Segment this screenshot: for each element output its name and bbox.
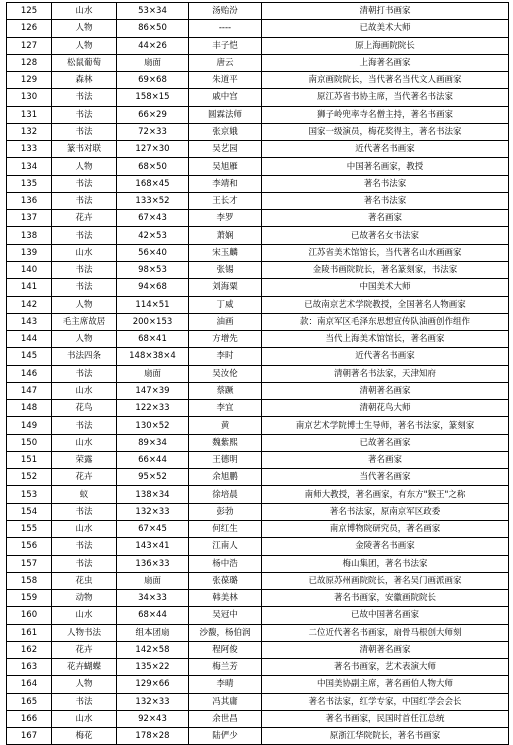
artist-cell: 沙馥，杨伯润 [189,624,262,641]
artist-cell: 戚中宫 [189,89,262,106]
lot-number-cell: 149 [7,417,52,434]
category-cell: 梅花 [52,728,117,745]
dimensions-cell: 94×68 [117,279,189,296]
description-cell: 著名书法家，红学专家，中国红学会会长 [262,693,509,710]
description-cell: 款：南京军区毛泽东思想宣传队油画创作组作 [262,313,509,330]
description-cell: 已故著名女书法家 [262,227,509,244]
dimensions-cell: 147×39 [117,382,189,399]
artist-cell: 冯其庸 [189,693,262,710]
lot-number-cell: 164 [7,676,52,693]
dimensions-cell: 扇面 [117,365,189,382]
category-cell: 花卉蝴蝶 [52,659,117,676]
dimensions-cell: 98×53 [117,261,189,278]
description-cell: 著名书画家，艺术表演大师 [262,659,509,676]
dimensions-cell: 142×58 [117,641,189,658]
description-cell: 原上海画院院长 [262,37,509,54]
table-row [7,400,509,417]
description-cell: 南京艺术学院博士生导师，著名书法家，篆刻家 [262,417,509,434]
artist-cell: 蔡蹶 [189,382,262,399]
category-cell: 书法 [52,261,117,278]
dimensions-cell: 67×45 [117,520,189,537]
description-cell: 南京博物院研究员，著名画家 [262,520,509,537]
category-cell: 篆书对联 [52,141,117,158]
dimensions-cell: 143×41 [117,538,189,555]
artist-cell: 吴艺园 [189,141,262,158]
artist-cell: 杨中浩 [189,555,262,572]
table-row [7,624,509,641]
dimensions-cell: 67×43 [117,210,189,227]
dimensions-cell: 132×33 [117,503,189,520]
table-row [7,417,509,434]
artist-cell: 张京娥 [189,123,262,140]
artist-cell: ---- [189,20,262,37]
description-cell: 已故南京艺术学院教授，全国著名人物画家 [262,296,509,313]
description-cell: 近代著名书画家 [262,348,509,365]
dimensions-cell: 114×51 [117,296,189,313]
category-cell: 山水 [52,434,117,451]
table-row [7,451,509,468]
category-cell: 书法 [52,538,117,555]
lot-number-cell: 128 [7,54,52,71]
table-row [7,192,509,209]
category-cell: 花鸟 [52,400,117,417]
dimensions-cell: 53×34 [117,3,189,20]
category-cell: 人物 [52,37,117,54]
category-cell: 书法 [52,279,117,296]
artist-cell: 方增先 [189,331,262,348]
description-cell: 当代上海美术馆馆长，著名画家 [262,331,509,348]
lot-number-cell: 131 [7,106,52,123]
dimensions-cell: 68×50 [117,158,189,175]
lot-number-cell: 136 [7,192,52,209]
category-cell: 人物 [52,676,117,693]
description-cell: 已故著名画家 [262,434,509,451]
description-cell: 清朝打书画家 [262,3,509,20]
description-cell: 清朝著名画家 [262,641,509,658]
description-cell: 当代著名画家 [262,469,509,486]
description-cell: 近代著名书画家 [262,141,509,158]
artist-cell: 朱道平 [189,72,262,89]
table-row [7,89,509,106]
lot-number-cell: 127 [7,37,52,54]
description-cell: 中国著名画家，教授 [262,158,509,175]
description-cell: 清朝花鸟大师 [262,400,509,417]
table-row [7,365,509,382]
artist-cell: 丁威 [189,296,262,313]
artist-cell: 梅兰芳 [189,659,262,676]
category-cell: 人物 [52,20,117,37]
category-cell: 山水 [52,244,117,261]
category-cell: 人物 [52,158,117,175]
table-row [7,3,509,20]
lot-number-cell: 146 [7,365,52,382]
description-cell: 著名书画家，安徽画院院长 [262,590,509,607]
artist-cell: 江南人 [189,538,262,555]
dimensions-cell: 扇面 [117,54,189,71]
artist-cell: 李罗 [189,210,262,227]
table-row [7,728,509,745]
artist-cell: 韩美林 [189,590,262,607]
artist-cell: 丰子恺 [189,37,262,54]
lot-number-cell: 162 [7,641,52,658]
lot-number-cell: 125 [7,3,52,20]
lot-number-cell: 165 [7,693,52,710]
lot-number-cell: 130 [7,89,52,106]
lot-number-cell: 161 [7,624,52,641]
table-row [7,227,509,244]
lot-number-cell: 140 [7,261,52,278]
table-row [7,434,509,451]
description-cell: 上海著名画家 [262,54,509,71]
category-cell: 书法四条 [52,348,117,365]
dimensions-cell: 129×66 [117,676,189,693]
artist-cell: 刘海粟 [189,279,262,296]
dimensions-cell: 130×52 [117,417,189,434]
description-cell: 已故美术大师 [262,20,509,37]
category-cell: 花虫 [52,572,117,589]
dimensions-cell: 34×33 [117,590,189,607]
table-row [7,279,509,296]
table-row [7,555,509,572]
dimensions-cell: 138×34 [117,486,189,503]
lot-number-cell: 155 [7,520,52,537]
table-row [7,210,509,227]
description-cell: 已故中国著名画家 [262,607,509,624]
artist-cell: 徐培晨 [189,486,262,503]
dimensions-cell: 133×52 [117,192,189,209]
artist-cell: 李晴 [189,676,262,693]
table-row [7,659,509,676]
artist-cell: 余世昌 [189,710,262,727]
lot-number-cell: 143 [7,313,52,330]
table-row [7,158,509,175]
category-cell: 书法 [52,503,117,520]
lot-number-cell: 134 [7,158,52,175]
table-row [7,123,509,140]
artist-cell: 魏紫熙 [189,434,262,451]
dimensions-cell: 66×44 [117,451,189,468]
artist-cell: 油画 [189,313,262,330]
description-cell: 中国美术大师 [262,279,509,296]
dimensions-cell: 95×52 [117,469,189,486]
lot-number-cell: 163 [7,659,52,676]
artist-cell: 宋玉麟 [189,244,262,261]
artist-cell: 唐云 [189,54,262,71]
description-cell: 清朝著名书法家，天津知府 [262,365,509,382]
dimensions-cell: 136×33 [117,555,189,572]
table-row [7,37,509,54]
dimensions-cell: 68×44 [117,607,189,624]
category-cell: 人物 [52,331,117,348]
category-cell: 书法 [52,227,117,244]
table-row [7,382,509,399]
dimensions-cell: 44×26 [117,37,189,54]
table-row [7,641,509,658]
description-cell: 著名画家 [262,451,509,468]
table-row [7,676,509,693]
table-row [7,693,509,710]
dimensions-cell: 89×34 [117,434,189,451]
dimensions-cell: 86×50 [117,20,189,37]
category-cell: 山水 [52,3,117,20]
description-cell: 著名画家 [262,210,509,227]
table-row [7,261,509,278]
description-cell: 金陵书画院院长，著名篆刻家，书法家 [262,261,509,278]
table-row [7,607,509,624]
artist-cell: 吴汝伦 [189,365,262,382]
category-cell: 森林 [52,72,117,89]
table-row [7,54,509,71]
artist-cell: 李宜 [189,400,262,417]
dimensions-cell: 92×43 [117,710,189,727]
dimensions-cell: 68×41 [117,331,189,348]
dimensions-cell: 69×68 [117,72,189,89]
category-cell: 书法 [52,89,117,106]
category-cell: 书法 [52,175,117,192]
lot-number-cell: 145 [7,348,52,365]
table-row [7,710,509,727]
table-row [7,20,509,37]
dimensions-cell: 66×29 [117,106,189,123]
lot-number-cell: 154 [7,503,52,520]
dimensions-cell: 72×33 [117,123,189,140]
description-cell: 清朝著名画家 [262,382,509,399]
dimensions-cell: 158×15 [117,89,189,106]
lot-number-cell: 142 [7,296,52,313]
description-cell: 二位近代著名书画家，扇骨马根创大师刻 [262,624,509,641]
table-row [7,590,509,607]
artwork-catalog-table [6,2,509,745]
lot-number-cell: 138 [7,227,52,244]
artist-cell: 萧娴 [189,227,262,244]
dimensions-cell: 42×53 [117,227,189,244]
table-row [7,244,509,261]
table-row [7,106,509,123]
dimensions-cell: 122×33 [117,400,189,417]
description-cell: 原江苏省书协主席，当代著名书法家 [262,89,509,106]
lot-number-cell: 159 [7,590,52,607]
lot-number-cell: 126 [7,20,52,37]
lot-number-cell: 144 [7,331,52,348]
table-row [7,486,509,503]
artist-cell: 程阿俊 [189,641,262,658]
artist-cell: 李时 [189,348,262,365]
artist-cell: 何红生 [189,520,262,537]
table-row [7,313,509,330]
lot-number-cell: 158 [7,572,52,589]
category-cell: 书法 [52,123,117,140]
description-cell: 著名书法家，原南京军区政委 [262,503,509,520]
lot-number-cell: 132 [7,123,52,140]
lot-number-cell: 141 [7,279,52,296]
description-cell: 江苏省美术馆馆长，当代著名山水画画家 [262,244,509,261]
lot-number-cell: 148 [7,400,52,417]
category-cell: 山水 [52,710,117,727]
description-cell: 著名书画家，民国时首任江总统 [262,710,509,727]
description-cell: 中国美协副主席，著名画伯人物大师 [262,676,509,693]
dimensions-cell: 135×22 [117,659,189,676]
artist-cell: 圆霖法师 [189,106,262,123]
lot-number-cell: 151 [7,451,52,468]
dimensions-cell: 200×153 [117,313,189,330]
description-cell: 狮子岭兜率寺名僧主持，著名书画家 [262,106,509,123]
table-row [7,141,509,158]
artist-cell: 余旭鹏 [189,469,262,486]
lot-number-cell: 152 [7,469,52,486]
artist-cell: 彭勃 [189,503,262,520]
dimensions-cell: 168×45 [117,175,189,192]
lot-number-cell: 153 [7,486,52,503]
lot-number-cell: 147 [7,382,52,399]
category-cell: 书法 [52,106,117,123]
table-row [7,503,509,520]
description-cell: 已故原苏州画院院长，著名吴门画派画家 [262,572,509,589]
category-cell: 书法 [52,192,117,209]
table-row [7,331,509,348]
artist-cell: 李靖和 [189,175,262,192]
category-cell: 书法 [52,365,117,382]
category-cell: 蚁 [52,486,117,503]
table-row [7,469,509,486]
table-row [7,572,509,589]
table-row [7,520,509,537]
category-cell: 人物书法 [52,624,117,641]
description-cell: 著名书法家 [262,192,509,209]
artist-cell: 黄 [189,417,262,434]
lot-number-cell: 135 [7,175,52,192]
table-row [7,538,509,555]
category-cell: 书法 [52,555,117,572]
lot-number-cell: 150 [7,434,52,451]
artist-cell: 张锡 [189,261,262,278]
artist-cell: 王德明 [189,451,262,468]
category-cell: 花卉 [52,210,117,227]
category-cell: 书法 [52,693,117,710]
table-row [7,296,509,313]
category-cell: 荣露 [52,451,117,468]
category-cell: 山水 [52,520,117,537]
lot-number-cell: 157 [7,555,52,572]
description-cell: 国家一级演员，梅花奖得主，著名书法家 [262,123,509,140]
lot-number-cell: 139 [7,244,52,261]
dimensions-cell: 132×33 [117,693,189,710]
description-cell: 南京画院院长，当代著名当代文人画画家 [262,72,509,89]
artwork-catalog-body [7,3,509,745]
artist-cell: 张葆璐 [189,572,262,589]
description-cell: 著名书法家 [262,175,509,192]
table-row [7,175,509,192]
lot-number-cell: 160 [7,607,52,624]
dimensions-cell: 127×30 [117,141,189,158]
artist-cell: 汤贻汾 [189,3,262,20]
table-row [7,348,509,365]
dimensions-cell: 148×38×4 [117,348,189,365]
category-cell: 花卉 [52,641,117,658]
category-cell: 动物 [52,590,117,607]
description-cell: 南师大教授，著名画家，有东方"猴王"之称 [262,486,509,503]
category-cell: 山水 [52,382,117,399]
description-cell: 金陵著名书画家 [262,538,509,555]
lot-number-cell: 166 [7,710,52,727]
description-cell: 梅山集团，著名书法家 [262,555,509,572]
category-cell: 花卉 [52,469,117,486]
category-cell: 毛主席故居 [52,313,117,330]
dimensions-cell: 56×40 [117,244,189,261]
lot-number-cell: 133 [7,141,52,158]
lot-number-cell: 137 [7,210,52,227]
category-cell: 山水 [52,607,117,624]
dimensions-cell: 扇面 [117,572,189,589]
category-cell: 松鼠葡萄 [52,54,117,71]
dimensions-cell: 178×28 [117,728,189,745]
table-row [7,72,509,89]
artist-cell: 王长才 [189,192,262,209]
category-cell: 人物 [52,296,117,313]
artist-cell: 吴旭雁 [189,158,262,175]
artist-cell: 陆俨少 [189,728,262,745]
dimensions-cell: 组本团扇 [117,624,189,641]
description-cell: 原浙江华院院长，著名书画家 [262,728,509,745]
category-cell: 书法 [52,417,117,434]
artist-cell: 吴冠中 [189,607,262,624]
lot-number-cell: 167 [7,728,52,745]
lot-number-cell: 156 [7,538,52,555]
lot-number-cell: 129 [7,72,52,89]
